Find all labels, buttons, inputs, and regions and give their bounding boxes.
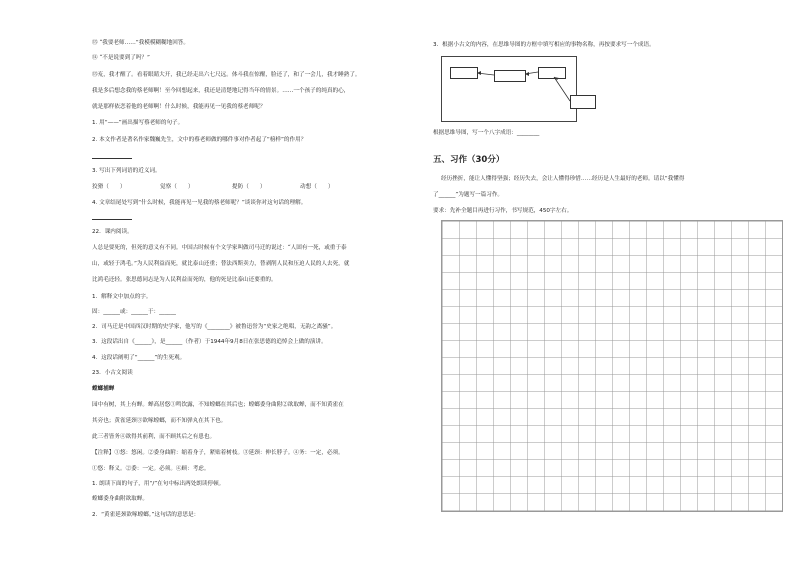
- mind-map: [441, 56, 577, 122]
- passage1-line: 就是那样依恋着他的老师啊！什么时候，我能再见一见我的蔡老师呢？: [92, 104, 266, 110]
- passage1-line: ⑭ “不是说要到了吗？”: [92, 55, 150, 61]
- mind-map-arrows: [442, 57, 576, 121]
- story-line: 此三者皆务④欲得其前利，而不顾其后之有患也。: [92, 434, 216, 440]
- question-2: 2. 本文作者是著名作家魏巍先生，文中的蔡老师做的哪件事对作者起了“榜样”的作用？: [92, 137, 307, 143]
- section-5-title: 五、习作（30分）: [433, 155, 505, 165]
- synonym-item: 觉察（ ）: [160, 184, 194, 190]
- question-23-2: 2．“黄雀延颈欲啄螳螂。”这句话的意思是：: [92, 512, 200, 518]
- passage2-line: 山，或轻于鸿毛。”为人民利益而死，就比泰山还重；替法西斯卖力，替剥削人民和压迫人民的人去死，就: [92, 261, 350, 267]
- question-1: 1. 用“——”画出描写蔡老师的句子。: [92, 120, 184, 126]
- section-22-title: 22．课内阅读。: [92, 229, 133, 235]
- question-4: 4. 文章结尾处写到“什么时候，我能再见一见我的蔡老师呢？”谈谈你对这句话的理解。: [92, 200, 307, 206]
- writing-prompt: 了______”为题写一篇习作。: [433, 192, 504, 198]
- synonym-item: 动想（ ）: [300, 184, 334, 190]
- writing-prompt: 经历挫折，能让人懂得坚强；经历失去，会让人懂得珍惜……经历是人生最好的老师。请以“我懂得: [441, 176, 685, 182]
- passage2-line: 比鸿毛还轻。张思德同志是为人民利益而死的，他的死是比泰山还要重的。: [92, 277, 277, 283]
- story-note: ①悠：释义。②委：一定。必须。④顾：考虑。: [92, 466, 210, 472]
- writing-grid[interactable]: [441, 220, 783, 512]
- question-22-3: 3．这段话出自《______》，是______（作者）于1944年9月8日在张思德的追悼会上做的演讲。: [92, 339, 327, 345]
- synonym-item: 狡猾（ ）: [92, 184, 126, 190]
- question-23-3-idiom: 根据思维导图，写一个八字成语：________: [433, 130, 540, 136]
- question-23-3: 3．根据小古文的内容，在思维导图的方框中填写相应的事物名称，再按要求写一个成语。: [433, 42, 655, 48]
- passage1-line: 我是多后想念我的蔡老师啊！至今回想起来，我还是清楚地记得当年的情景。……一个孩子的纯真的心，: [92, 88, 350, 94]
- passage1-line: ⑬㐬，我才醒了。看着眼睛大开，我已经走出六七尺远。体斗我在惊醒，脸还了，和了一会儿，我才睡熟了。: [92, 72, 361, 78]
- writing-requirement: 要求：先补全题目再进行习作，书写规范，450字左右。: [433, 208, 573, 214]
- question-3: 3. 写出下列词语的近义词。: [92, 168, 161, 174]
- story-line: 园中有树，其上有蝉。蝉高居悠①鸣饮露，不知螳螂在其后也；螳螂委身曲附②欲取蝉，而不知黄雀在: [92, 402, 344, 408]
- question-22-4: 4．这段话阐明了“______”的生死观。: [92, 355, 186, 361]
- section-23-title: 23．小古文阅读: [92, 370, 133, 376]
- question-23-1-sentence: 螳螂委身曲附欲取蝉。: [92, 496, 148, 502]
- question-22-1: 1．解释文中加点的字。: [92, 294, 152, 300]
- answer-line[interactable]: [92, 219, 132, 220]
- passage1-line: ⑬ “我要老师……”我模模糊糊地回答。: [92, 40, 189, 46]
- story-title: 螳螂捕蝉: [92, 386, 115, 392]
- answer-line[interactable]: [92, 158, 132, 159]
- question-23-1: 1. 朗读下面的句子，用“/”在句中标出两处朗读停顿。: [92, 481, 225, 487]
- story-line: 其旁也；黄雀延颈③欲啄螳螂，而不知弹丸在其下也。: [92, 418, 227, 424]
- question-22-2: 2．司马迁是中国西汉时期的史学家，他写的《________》被鲁迅誉为“史家之绝唱，无韵之离骚”。: [92, 324, 337, 330]
- question-22-1-blanks: 固：______或：______于：______: [92, 309, 176, 315]
- story-note: 【注释】①悠：悠闲。②委身曲附：缩着身子，紧贴着树枝。③延颈：伸长脖子。④务：一定，必须。: [92, 450, 344, 456]
- passage2-line: 人总是要死的，但死的意义有不同。中国古时候有个文学家叫做司马迁的说过：“人固有一死，或重于泰: [92, 245, 347, 251]
- synonym-item: 提防（ ）: [232, 184, 266, 190]
